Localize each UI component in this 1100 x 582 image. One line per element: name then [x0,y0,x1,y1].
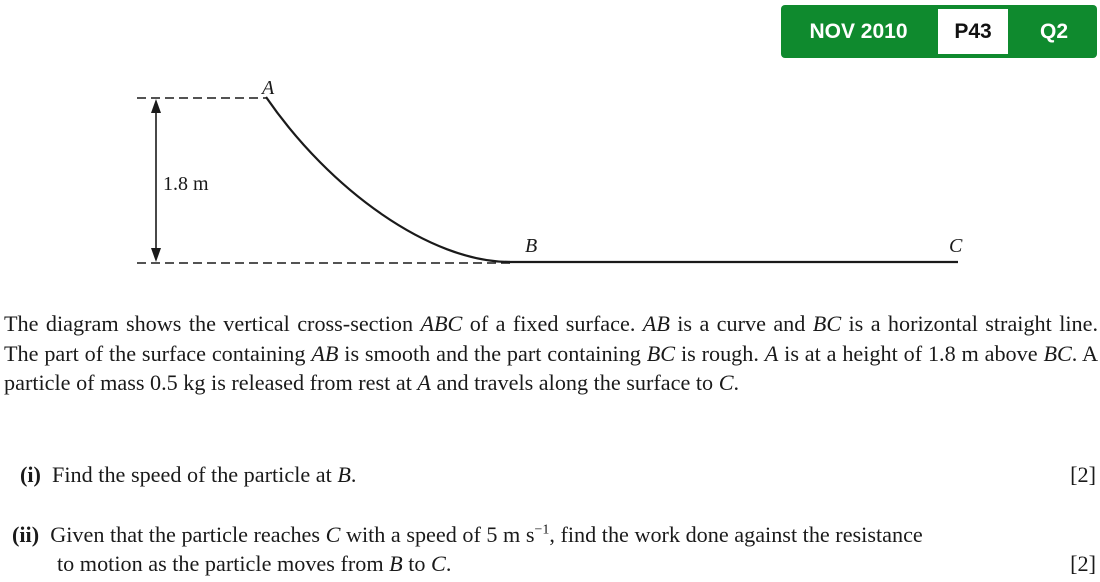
point-b-label: B [525,235,538,257]
height-label: 1.8 m [163,173,209,195]
part-ii-line-1: (ii) Given that the particle reaches C with a speed of 5 m $s^{-1}$, find the work done against the resistance [12,522,923,547]
curve-ab [266,97,510,262]
part-ii-line-2: to motion as the particle moves from B to C. [57,551,452,576]
point-a-label: A [262,77,275,99]
height-arrow-head-up [151,99,161,113]
point-c-label: C [949,235,963,257]
question-text: The diagram shows the vertical cross-section ABC of a fixed surface. AB is a curve and BC is a horizontal straight line. The part of the surface containing AB is smooth and the part containing BC is rough. A is at a height of 1.8 m above BC. A particle of mass 0.5 kg is released from rest at A and travels along the surface to C. [4,311,1099,395]
part-ii-marks: [2] [1070,551,1096,576]
question-number-label: Q2 [1039,20,1068,43]
cross-section-diagram [0,0,1100,290]
exam-session-label: NOV 2010 [809,20,908,43]
height-arrow-head-down [151,248,161,262]
part-i-number: (i) [20,462,41,487]
part-ii-number: (ii) [12,522,40,547]
part-i: (i) Find the speed of the particle at B. [20,462,357,487]
paper-code-label: P43 [938,9,1008,54]
part-i-marks: [2] [1070,462,1096,487]
